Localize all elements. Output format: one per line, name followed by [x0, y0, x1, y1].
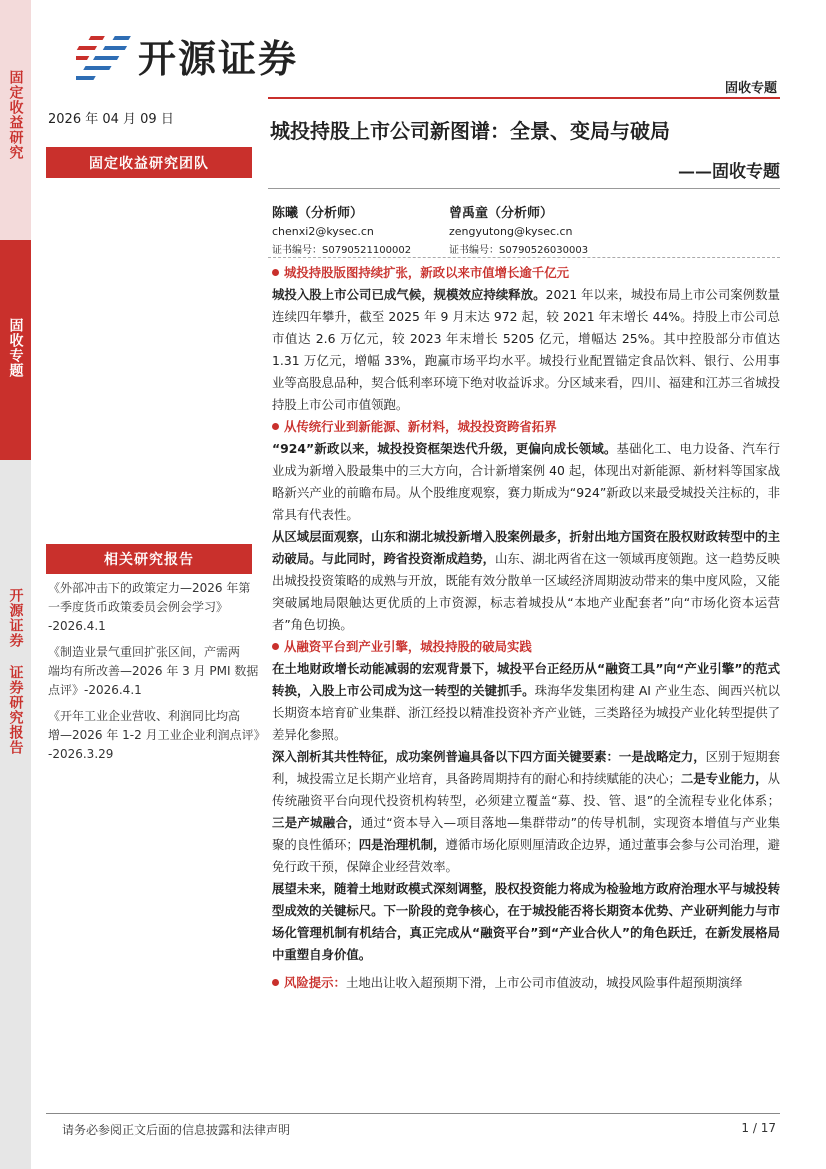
logo-text: 开源证券	[138, 37, 299, 81]
report-date: 2026 年 04 月 09 日	[48, 112, 174, 127]
paragraph: 展望未来，随着土地财政模式深刻调整，股权投资能力将成为检验地方政府治理水平与城投转型成效的关键标尺。下一阶段的竞争核心，在于城投能否将长期资本优势、产业研判能力与市场化管理机制有机结合，真正完成从“融资平台”到“产业合伙人”的角色跃迁，在新发展格局中重塑自身价值。	[272, 881, 781, 962]
related-report-item[interactable]: 《外部冲击下的政策定力—2026 年第 一季度货币政策委员会例会学习》 -2026.4.1	[48, 581, 251, 633]
team-label: 固定收益研究团队	[46, 147, 252, 178]
related-report-item[interactable]: 《开年工业企业营收、利润同比均高 增—2026 年 1-2 月工业企业利润点评》 -2026.3.29	[48, 709, 266, 761]
paragraph: 城投入股上市公司已成气候，规模效应持续释放。2021 年以来，城投布局上市公司案例数量连续四年攀升，截至 2025 年 9 月末达 972 起，较 2021 年末增长 44%。持股上市公司总市值达 2.6 万亿元，较 2023 年末增长 5205 亿元，增幅达 25%。其中控股部分市值达 1.31 万亿元，增幅 33%，跑赢市场平均水平。城投行业配置锚定食品饮料、银行、公用事业等高股息品种，契合低利率环境下绝对收益诉求。分区域来看，四川、福建和江苏三省城投持股上市公司市值领跑。	[272, 287, 781, 412]
page-number: 1 / 17	[741, 1121, 776, 1135]
footer-disclaimer[interactable]: 请务必参阅正文后面的信息披露和法律声明	[62, 1123, 291, 1137]
footer-divider	[46, 1113, 780, 1114]
report-body	[272, 262, 780, 994]
bullet-icon	[272, 643, 279, 650]
header-tag: 固收专题	[724, 81, 777, 96]
analyst-cert: 证书编号：S0790521100002	[272, 245, 412, 256]
kaiyuan-logo-icon	[76, 34, 136, 80]
analyst-email[interactable]: zengyutong@kysec.cn	[449, 225, 573, 238]
paragraph: 从区域层面观察，山东和湖北城投新增入股案例最多，折射出地方国资在股权财政转型中的主动破局。与此同时，跨省投资渐成趋势，山东、湖北两省在这一领域再度领跑。这一趋势反映出城投投资策略的成熟与开放，既能有效分散单一区域经济周期波动带来的集中度风险，又能突破属地局限触达更优质的上市资源，标志着城投从“本地产业配套者”向“市场化资本运营者”角色切换。	[272, 529, 781, 632]
title-divider	[268, 188, 780, 189]
bullet-icon	[272, 423, 279, 430]
related-reports-title: 相关研究报告	[46, 544, 252, 574]
risk-note: 风险提示：土地出让收入超预期下滑，上市公司市值波动，城投风险事件超预期演绎	[272, 972, 780, 994]
header-divider	[268, 97, 780, 99]
strip-label-top: 固定收益研究	[7, 70, 24, 160]
analyst-email[interactable]: chenxi2@kysec.cn	[272, 225, 374, 238]
related-report-item[interactable]: 《制造业景气重回扩张区间，产需两 端均有所改善—2026 年 3 月 PMI 数据 点评》-2026.4.1	[48, 645, 259, 697]
paragraph: 深入剖析其共性特征，成功案例普遍具备以下四方面关键要素：一是战略定力，区别于短期套利，城投需立足长期产业培育，具备跨周期持有的耐心和持续赋能的决心；二是专业能力，从传统融资平台向现代投资机构转型，必须建立覆盖“募、投、管、退”的全流程专业化体系；三是产城融合，通过“资本导入—项目落地—集群带动”的传导机制，实现资本增值与产业集聚的良性循环；四是治理机制，遵循市场化原则厘清政企边界，通过董事会参与公司治理，避免行政干预，保障企业经营效率。	[272, 749, 781, 874]
report-subtitle: ——固收专题	[678, 162, 780, 182]
strip-label-bottom: 开源证券 证券研究报告	[7, 588, 24, 755]
analyst-divider	[268, 257, 780, 258]
section-heading: 城投持股版图持续扩张，新政以来市值增长逾千亿元	[272, 262, 780, 284]
section-heading: 从传统行业到新能源、新材料，城投投资跨省拓界	[272, 416, 780, 438]
analyst-name: 曾禹童（分析师）	[449, 206, 554, 221]
analyst-name: 陈曦（分析师）	[272, 206, 364, 221]
bullet-icon	[272, 979, 279, 986]
paragraph: “924”新政以来，城投投资框架迭代升级，更偏向成长领域。基础化工、电力设备、汽车行业成为新增入股最集中的三大方向，合计新增案例 40 起，体现出对新能源、新材料等国家战略新兴产业的前瞻布局。从个股维度观察，赛力斯成为“924”新政以来最受城投关注标的，非常具有代表性。	[272, 441, 781, 522]
paragraph: 在土地财政增长动能减弱的宏观背景下，城投平台正经历从“融资工具”向“产业引擎”的范式转换，入股上市公司成为这一转型的关键抓手。珠海华发集团构建 AI 产业生态、闽西兴杭以长期资本培育矿业集群、浙江经投以精准投资补齐产业链，三类路径为城投产业化转型提供了差异化参照。	[272, 661, 781, 742]
section-heading: 从融资平台到产业引擎，城投持股的破局实践	[272, 636, 780, 658]
bullet-icon	[272, 269, 279, 276]
analyst-cert: 证书编号：S0790526030003	[449, 245, 589, 256]
report-title: 城投持股上市公司新图谱：全景、变局与破局	[270, 119, 670, 143]
strip-label-mid: 固收专题	[7, 318, 24, 378]
